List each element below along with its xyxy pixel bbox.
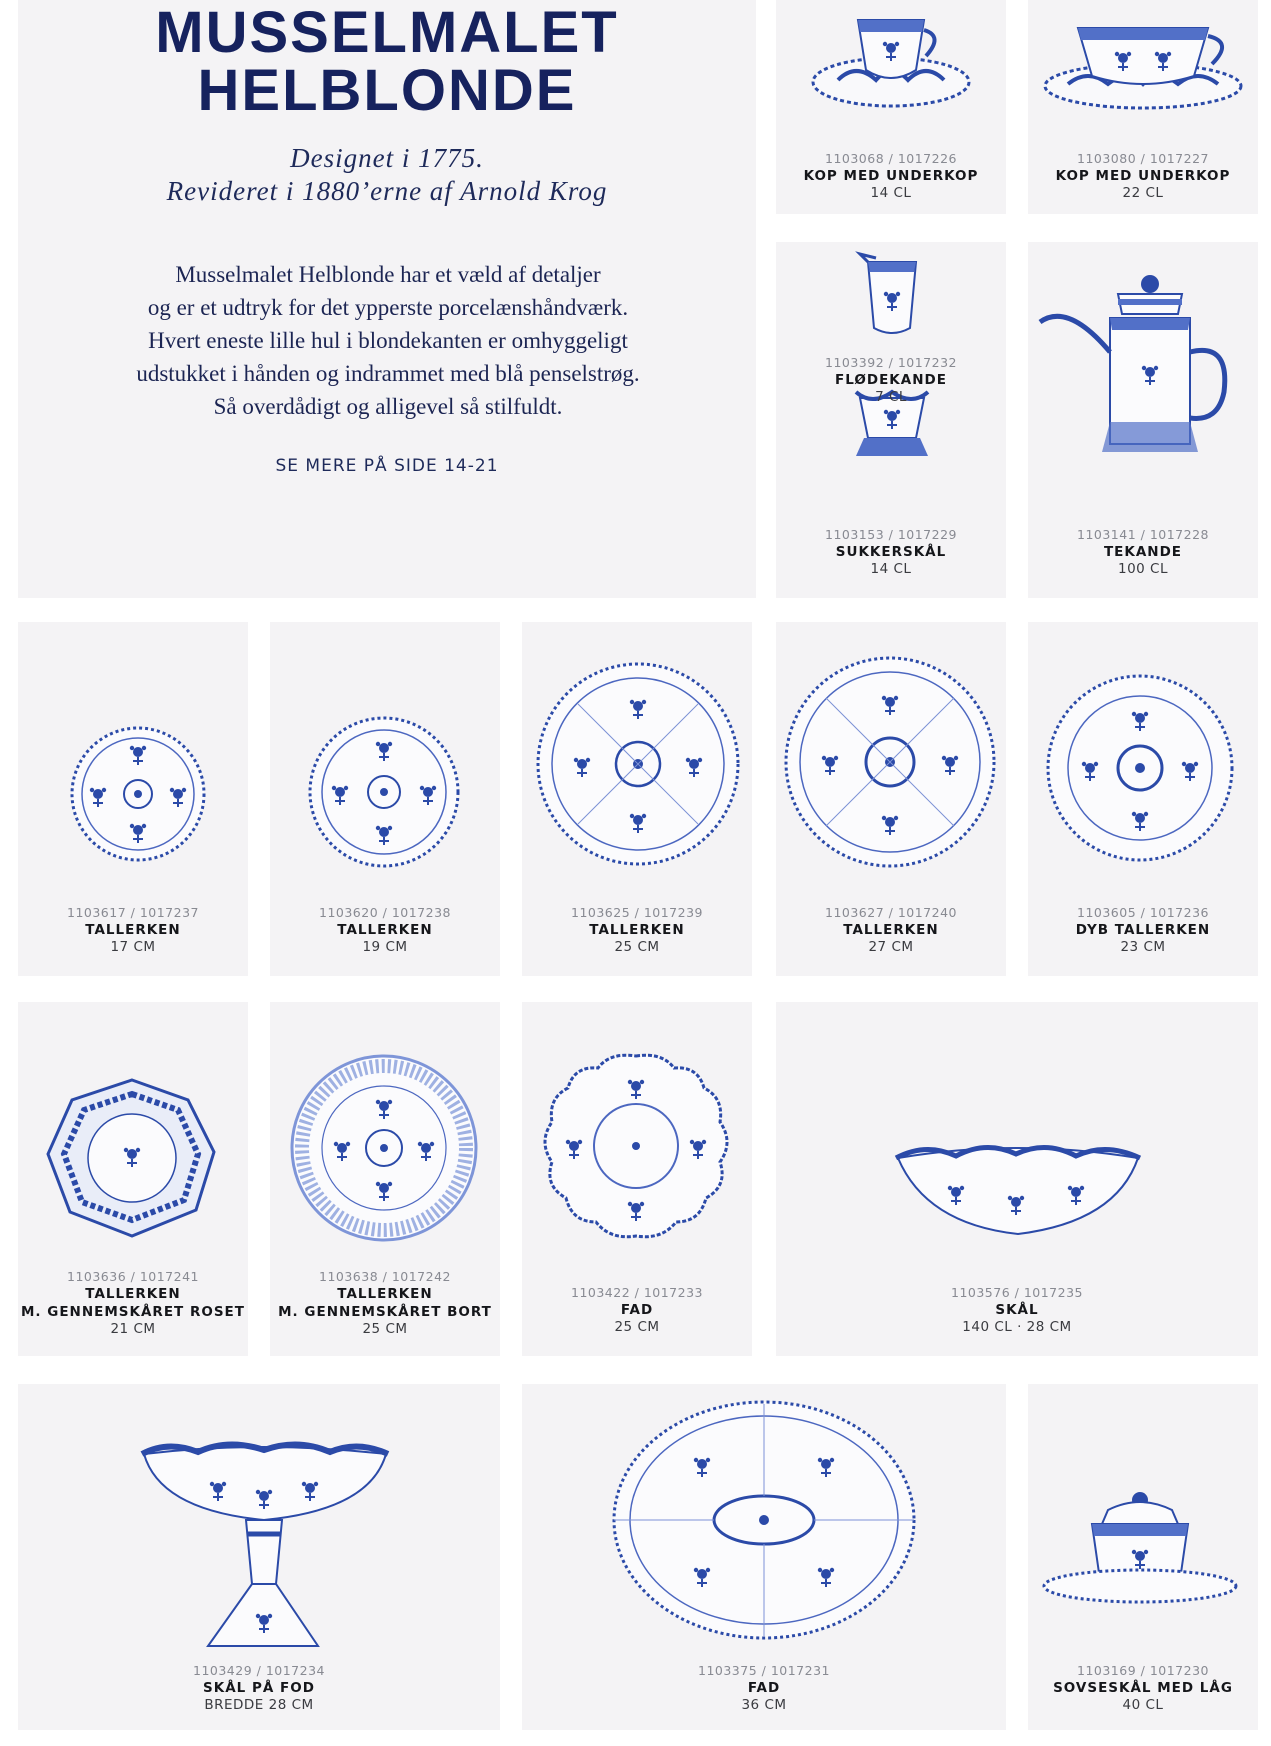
product-name: TALLERKEN [589, 922, 685, 938]
intro-panel [18, 0, 756, 598]
product-code: 1103169 / 1017230 [1077, 1663, 1209, 1678]
product-size: 22 CL [1122, 185, 1164, 201]
product-size: BREDDE 28 CM [204, 1697, 314, 1713]
product-caption [776, 354, 1006, 406]
product-code: 1103625 / 1017239 [571, 905, 703, 920]
product-caption [776, 1284, 1258, 1336]
subtitle-line-1: Designet i 1775. [290, 143, 484, 173]
product-name: KOP MED UNDERKOP [1055, 168, 1231, 184]
product-caption [1028, 150, 1258, 202]
product-card-dish-25cm[interactable] [522, 1002, 752, 1356]
product-name: TALLERKEN [85, 1286, 181, 1302]
product-caption [18, 1268, 248, 1338]
product-card-plate-27cm[interactable] [776, 622, 1006, 976]
product-card-cup-14cl[interactable] [776, 0, 1006, 214]
title-line-2: HELBLONDE [197, 58, 577, 123]
product-caption [776, 904, 1006, 956]
product-code: 1103429 / 1017234 [193, 1663, 325, 1678]
product-name: FLØDEKANDE [835, 372, 947, 388]
product-caption [18, 1662, 500, 1714]
product-caption [270, 904, 500, 956]
product-caption [270, 1268, 500, 1338]
product-name: DYB TALLERKEN [1075, 922, 1211, 938]
body-line: udstukket i hånden og indrammet med blå penselstrøg. [136, 361, 640, 386]
product-name: SKÅL [995, 1302, 1039, 1318]
product-size: 23 CM [1120, 939, 1166, 955]
product-card-creamer-sugar[interactable] [776, 242, 1006, 598]
product-caption [776, 150, 1006, 202]
product-name: TALLERKEN [843, 922, 939, 938]
product-code: 1103605 / 1017236 [1077, 905, 1209, 920]
product-name: TEKANDE [1103, 544, 1183, 560]
product-code: 1103068 / 1017226 [825, 151, 957, 166]
product-code: 1103392 / 1017232 [825, 355, 957, 370]
product-size: 25 CM [614, 1319, 660, 1335]
product-name: FAD [620, 1302, 654, 1318]
product-code: 1103627 / 1017240 [825, 905, 957, 920]
product-code: 1103576 / 1017235 [951, 1285, 1083, 1300]
product-code: 1103638 / 1017242 [319, 1269, 451, 1284]
product-code: 1103422 / 1017233 [571, 1285, 703, 1300]
product-caption [522, 1284, 752, 1336]
product-name-line-2: M. GENNEMSKÅRET ROSET [20, 1304, 245, 1320]
see-more-link[interactable]: SE MERE PÅ SIDE 14-21 [275, 456, 499, 476]
product-card-bowl[interactable] [776, 1002, 1258, 1356]
product-size: 140 CL · 28 CM [962, 1319, 1072, 1335]
product-size: 25 CM [614, 939, 660, 955]
product-caption [776, 526, 1006, 578]
product-name: SKÅL PÅ FOD [203, 1680, 315, 1696]
product-caption [1028, 1662, 1258, 1714]
product-name: TALLERKEN [85, 922, 181, 938]
product-card-plate-pierced-rosette[interactable] [18, 1002, 248, 1356]
product-name: KOP MED UNDERKOP [803, 168, 979, 184]
product-card-plate-25cm[interactable] [522, 622, 752, 976]
product-caption [18, 904, 248, 956]
product-code: 1103620 / 1017238 [319, 905, 451, 920]
product-caption [1028, 526, 1258, 578]
product-name-line-2: M. GENNEMSKÅRET BORT [278, 1304, 492, 1320]
product-code: 1103375 / 1017231 [698, 1663, 830, 1678]
title-line-1: MUSSELMALET [155, 0, 619, 65]
product-size: 19 CM [362, 939, 408, 955]
body-line: Musselmalet Helblonde har et væld af detaljer [175, 262, 601, 287]
product-card-plate-pierced-border[interactable] [270, 1002, 500, 1356]
product-card-plate-17cm[interactable] [18, 622, 248, 976]
product-code: 1103080 / 1017227 [1077, 151, 1209, 166]
intro-body [58, 258, 718, 423]
body-line: Så overdådigt og alligevel så stilfuldt. [213, 394, 563, 419]
product-card-gravy-boat[interactable] [1028, 1384, 1258, 1730]
product-size: 36 CM [741, 1697, 787, 1713]
product-size: 14 CL [870, 185, 912, 201]
product-size: 17 CM [110, 939, 156, 955]
product-code: 1103636 / 1017241 [67, 1269, 199, 1284]
product-size: 100 CL [1117, 561, 1168, 577]
product-card-plate-19cm[interactable] [270, 622, 500, 976]
product-card-cup-22cl[interactable] [1028, 0, 1258, 214]
product-code: 1103141 / 1017228 [1077, 527, 1209, 542]
product-name: SOVSESKÅL MED LÅG [1053, 1680, 1233, 1696]
product-caption [522, 904, 752, 956]
subtitle-line-2: Revideret i 1880’erne af Arnold Krog [166, 176, 608, 206]
product-card-teapot[interactable] [1028, 242, 1258, 598]
product-size: 40 CL [1122, 1697, 1164, 1713]
body-line: og er et udtryk for det ypperste porcelænshåndværk. [147, 295, 629, 320]
product-size: 25 CM [362, 1321, 408, 1337]
product-name: FAD [747, 1680, 781, 1696]
product-size: 27 CM [868, 939, 914, 955]
product-caption [1028, 904, 1258, 956]
body-line: Hvert eneste lille hul i blondekanten er omhyggeligt [148, 328, 628, 353]
product-code: 1103617 / 1017237 [67, 905, 199, 920]
product-name: TALLERKEN [337, 922, 433, 938]
designer-subtitle [18, 142, 756, 208]
product-card-deep-plate[interactable] [1028, 622, 1258, 976]
product-size: 7 CL [875, 389, 907, 405]
product-size: 14 CL [870, 561, 912, 577]
product-name: TALLERKEN [337, 1286, 433, 1302]
product-caption [522, 1662, 1006, 1714]
product-card-footed-bowl[interactable] [18, 1384, 500, 1730]
product-card-platter-36cm[interactable] [522, 1384, 1006, 1730]
product-size: 21 CM [110, 1321, 156, 1337]
product-code: 1103153 / 1017229 [825, 527, 957, 542]
product-name: SUKKERSKÅL [835, 544, 947, 560]
page-title [18, 0, 756, 123]
